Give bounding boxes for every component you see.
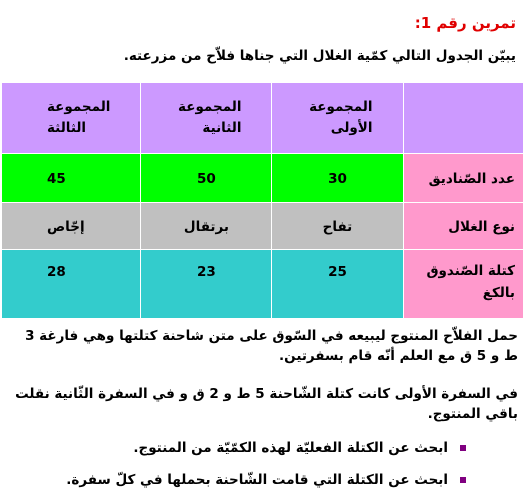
- cell-boxes-group-2: 50: [141, 154, 272, 203]
- header-group-1: المجموعة الأولى: [272, 83, 403, 154]
- bullet-text: ابحث عن الكتلة الفعليّة لهذه الكمّيّة من المنتوج.: [133, 440, 448, 456]
- table-row: [2, 203, 524, 250]
- cell-mass-group-3: 28: [2, 250, 141, 319]
- harvest-table: [1, 82, 524, 319]
- paragraph-truck-trips: حمل الفلاّح المنتوج ليبيعه في السّوق على متن شاحنة كتلتها وهي فارغة 3 ط و 5 ق مع العلم أنّه قام بسفرتين.: [25, 328, 518, 364]
- cell-mass-group-1: 25: [272, 250, 403, 319]
- header-group-2: المجموعة الثانية: [141, 83, 272, 154]
- list-item: [16, 440, 466, 456]
- table-header-row: [2, 83, 524, 154]
- row-label-mass: كتلة الصّندوق بالكغ: [403, 250, 524, 319]
- table-row: [2, 154, 524, 203]
- square-bullet-icon: [460, 445, 466, 451]
- header-group-3: المجموعة الثالثة: [2, 83, 141, 154]
- cell-fruit-group-1: تفاح: [272, 203, 403, 250]
- list-item: [16, 472, 466, 488]
- square-bullet-icon: [460, 477, 466, 483]
- paragraph-truck-mass: في السفرة الأولى كانت كتلة الشّاحنة 5 ط و 2 ق و في السفرة الثّانية نقلت باقي المنتوج.: [15, 386, 518, 422]
- table-row: [2, 250, 524, 319]
- cell-fruit-group-3: إجّاص: [2, 203, 141, 250]
- bullet-text: ابحث عن الكتلة التي قامت الشّاحنة بحملها في كلّ سفرة.: [66, 472, 448, 488]
- exercise-title: تمرين رقم 1:: [414, 14, 516, 32]
- header-empty-cell: [403, 83, 524, 154]
- cell-fruit-group-2: برتقال: [141, 203, 272, 250]
- row-label-fruit: نوع الغلال: [403, 203, 524, 250]
- cell-boxes-group-1: 30: [272, 154, 403, 203]
- intro-text: يبيّن الجدول التالي كمّية الغلال التي جناها فلاّح من مزرعته.: [123, 48, 516, 64]
- cell-mass-group-2: 23: [141, 250, 272, 319]
- row-label-boxes: عدد الصّناديق: [403, 154, 524, 203]
- cell-boxes-group-3: 45: [2, 154, 141, 203]
